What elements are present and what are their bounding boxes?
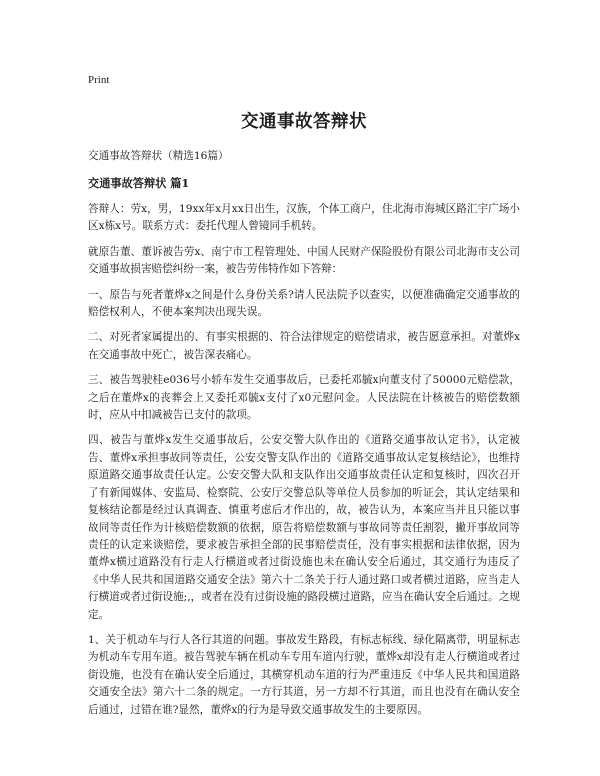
paragraph-subpoint-1: 1、关于机动车与行人各行其道的问题。事故发生路段，有标志标线、绿化隔离带，明显标志为机动车专用车道。被告驾驶车辆在机动车专用车道内行驶，董烨x却没有走人行横道或者过街设施，也没有在确认安全后通过，其横穿机动车道的行为严重违反《中华人民共和国道路交通安全法》第六十二条的规定。一方行其道，另一方却不行其道，而且也没有在确认安全后通过，过错在谁?显然，董烨x的行为是导致交通事故发生的主要原因。: [88, 633, 520, 716]
paragraph-point-3: 三、被告驾驶桂e036号小轿车发生交通事故后，已委托邓毓x向董支付了50000元赔偿款，之后在董烨x的丧葬会上又委托邓毓x支付了x0元慰问金。人民法院在计核被告的赔偿数额时，应从中扣减被告已支付的款项。: [88, 374, 520, 422]
document-subtitle: 交通事故答辩状（精选16篇）: [88, 150, 229, 162]
paragraph-respondent-info: 答辩人：劳x，男，19xx年x月xx日出生，汉族，个体工商户，住北海市海城区路汇宇广场小区x栋x号。联系方式：委托代理人曾镜同手机转。: [88, 203, 520, 233]
paragraph-point-4: 四、被告与董烨x发生交通事故后，公安交警大队作出的《道路交通事故认定书》，认定被告、董烨x承担事故同等责任，公安交警支队作出的《道路交通事故认定复核结论》，也维持原道路交通事故责任认定。公安交警大队和支队作出交通事故责任认定和复核时，四次召开了有新闻媒体、安监局、检察院、公安厅交警总队等单位人员参加的听证会，其认定结果和复核结论都是经过认真调查、慎重考虑后才作出的，故，被告认为，本案应当并且只能以事故同等责任作为计核赔偿数额的依据，原告将赔偿数额与事故同等责任割裂，撇开事故同等责任的认定来谈赔偿，要求被告承担全部的民事赔偿责任，没有事实根据和法律依据，因为董烨x横过道路没有行走人行横道或者过街设施也未在确认安全后通过，其交通行为违反了《中华人民共和国道路交通安全法》第六十二条关于行人通过路口或者横过道路，应当走人行横道或者过街设施;,，或者在没有过街设施的路段横过道路，应当在确认安全后通过。之规定。: [88, 434, 520, 621]
section-heading: 交通事故答辩状 篇1: [88, 176, 190, 190]
paragraph-point-2: 二、对死者家属提出的、有事实根据的、符合法律规定的赔偿请求，被告愿意承担。对董烨x在交通事故中死亡，被告深表痛心。: [88, 331, 520, 361]
document-page: [88, 68, 520, 727]
paragraph-point-1: 一、原告与死者董烨x之间是什么身份关系?请人民法院予以查实，以便准确确定交通事故的赔偿权利人，不使本案判决出现失误。: [88, 288, 520, 319]
print-link[interactable]: Print: [88, 74, 110, 86]
paragraph-case-intro: 就原告董、董诉被告劳x、南宁市工程管理处、中国人民财产保险股份有限公司北海市支公司交通事故损害赔偿纠纷一案，被告劳伟特作如下答辩：: [88, 245, 520, 276]
document-title: 交通事故答辩状: [241, 112, 367, 132]
